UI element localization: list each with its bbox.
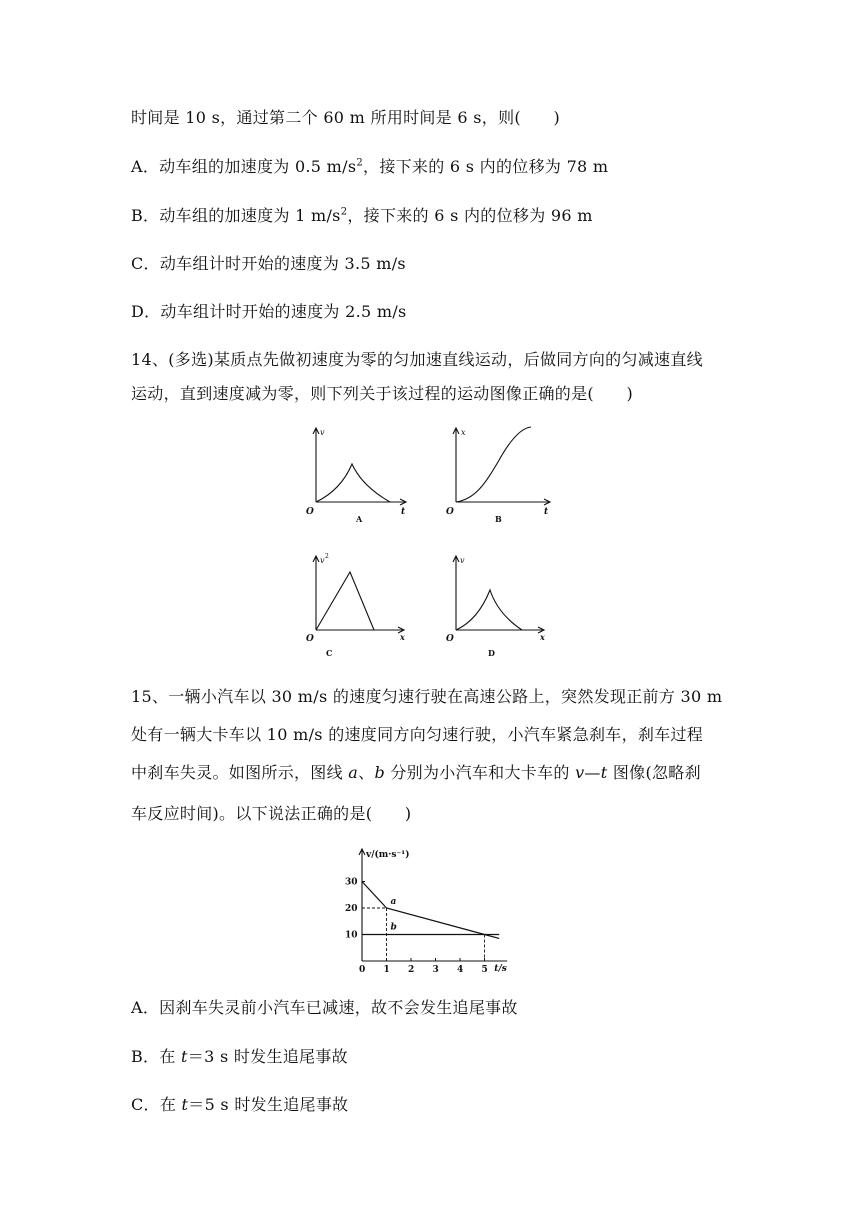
q14-graph-a-caption: A (356, 514, 363, 524)
series-label-b: b (390, 922, 397, 933)
q14-graph-c-ylabel-sup: 2 (325, 553, 329, 560)
q15-option-b-tail: ＝3 s 时发生追尾事故 (187, 1047, 348, 1066)
q15-option-b-var: t (181, 1047, 188, 1066)
q14-graph-b-origin: O (446, 507, 454, 517)
q13-option-b-tail: ，接下来的 6 s 内的位移为 96 m (347, 206, 593, 225)
q14-graph-b-caption: B (495, 514, 502, 524)
x-tick-label: 4 (457, 965, 464, 975)
q15-vt-chart[interactable] (336, 842, 516, 975)
q13-option-d[interactable]: D．动车组计时开始的速度为 2.5 m/s (131, 302, 407, 321)
y-tick-label: 10 (345, 930, 358, 941)
q15-stem-line3-mid: 分别为小汽车和大卡车的 (385, 763, 576, 782)
q15-stem-line3 (131, 760, 701, 783)
q15-stem-line4: 车反应时间)。以下说法正确的是( ) (131, 804, 412, 823)
q13-stem-tail: 时间是 10 s，通过第二个 60 m 所用时间是 6 s，则( ) (131, 108, 561, 127)
q14-graph-d-caption: D (488, 648, 495, 658)
q14-graph-c-ylabel: v (320, 556, 325, 565)
q15-var-t: t (600, 763, 608, 782)
series-line-a (362, 882, 499, 939)
q13-option-a-sup: 2 (356, 157, 364, 169)
y-axis-label: v/(m·s⁻¹) (366, 850, 410, 860)
q14-graph-d[interactable] (446, 552, 550, 662)
q14-graph-b-xlabel: t (544, 507, 549, 517)
q15-sep: 、 (358, 763, 375, 782)
y-tick-label: 20 (345, 904, 358, 914)
q14-graph-c-caption: C (326, 648, 333, 658)
q15-dash: — (584, 763, 601, 782)
x-tick-label: 2 (408, 965, 415, 975)
q15-var-b: b (374, 763, 385, 782)
q13-option-a-text: A．动车组的加速度为 0.5 m/s (131, 157, 357, 176)
x-tick-label: 0 (359, 965, 366, 975)
y-tick-label: 30 (345, 877, 358, 888)
q13-option-a-tail: ，接下来的 6 s 内的位移为 78 m (363, 157, 609, 176)
x-tick-label: 1 (383, 965, 390, 975)
q14-graph-a[interactable] (306, 424, 410, 528)
q14-stem-line1: 14、(多选)某质点先做初速度为零的匀加速直线运动，后做同方向的匀减速直线 (131, 350, 703, 369)
q14-graph-a-xlabel: t (401, 507, 406, 517)
q13-option-b-text: B．动车组的加速度为 1 m/s (131, 206, 341, 225)
q14-graph-d-ylabel: v (460, 556, 465, 565)
q15-option-b-text: B．在 (131, 1047, 182, 1066)
q14-graph-a-ylabel: v (320, 428, 325, 437)
q15-stem-line2: 处有一辆大卡车以 10 m/s 的速度同方向匀速行驶，小汽车紧急刹车，刹车过程 (131, 725, 704, 744)
q15-stem-line1: 15、一辆小汽车以 30 m/s 的速度匀速行驶在高速公路上，突然发现正前方 30 m (131, 687, 723, 706)
series-label-a: a (390, 897, 397, 907)
q14-graph-c[interactable] (306, 552, 410, 662)
q13-option-b-sup: 2 (340, 206, 348, 218)
q15-option-c[interactable] (131, 1092, 348, 1115)
q15-option-a[interactable]: A．因刹车失灵前小汽车已减速，故不会发生追尾事故 (131, 998, 518, 1017)
q14-graph-c-xlabel: x (400, 632, 405, 642)
q13-option-a[interactable] (131, 154, 608, 177)
q14-stem-line2: 运动，直到速度减为零，则下列关于该过程的运动图像正确的是( ) (131, 384, 634, 403)
q15-option-c-tail: ＝5 s 时发生追尾事故 (188, 1095, 349, 1114)
x-tick-label: 5 (481, 965, 488, 975)
q15-var-v: v (575, 763, 585, 782)
q13-option-c[interactable]: C．动车组计时开始的速度为 3.5 m/s (131, 254, 406, 273)
q14-graph-b[interactable] (446, 424, 556, 528)
q15-stem-line3-text: 中刹车失灵。如图所示，图线 (131, 763, 349, 782)
q13-option-b[interactable] (131, 203, 593, 226)
q15-var-a: a (348, 763, 359, 782)
q14-graph-c-origin: O (306, 634, 314, 644)
q14-graph-b-ylabel: x (461, 428, 466, 437)
q15-option-b[interactable] (131, 1044, 348, 1067)
q15-option-c-text: C．在 (131, 1095, 182, 1114)
q15-stem-line3-tail: 图像(忽略刹 (607, 763, 701, 782)
x-axis-label: t/s (494, 964, 507, 974)
x-tick-label: 3 (432, 965, 439, 975)
q14-graph-a-origin: O (306, 507, 314, 517)
q15-option-c-var: t (181, 1095, 189, 1114)
q14-graph-d-xlabel: x (540, 632, 545, 642)
q14-graph-d-origin: O (446, 634, 454, 644)
